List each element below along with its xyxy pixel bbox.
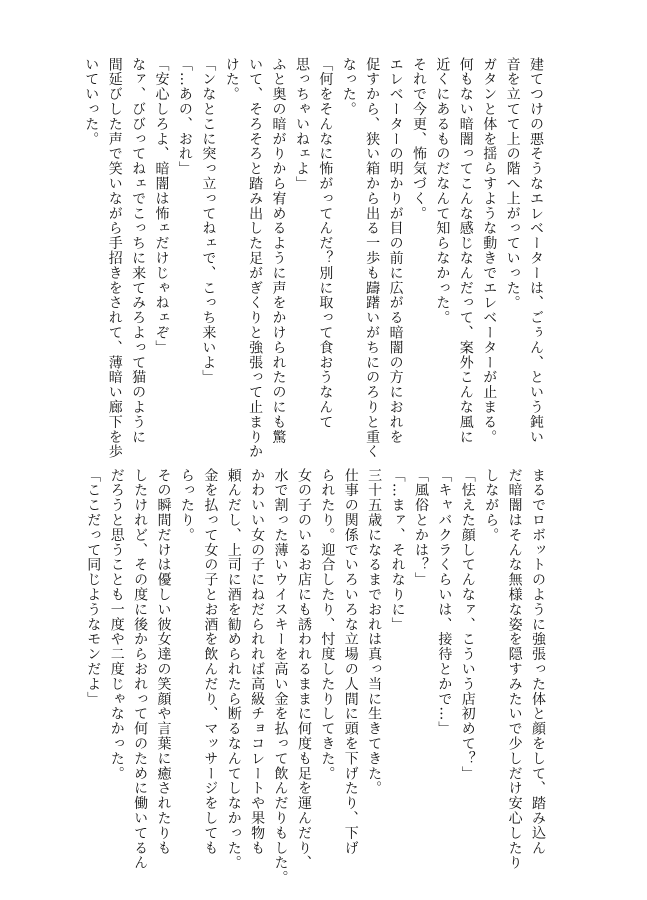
- text-line: 「ンなとこに突っ立ってねェで、こっち来いよ」: [200, 57, 217, 385]
- text-line: 女の子のいるお店にも誘われるままに何度も足を運んだり、: [295, 468, 312, 871]
- text-line: エレベーターの明かりが目の前に広がる暗闇の方におれを: [387, 57, 404, 445]
- text-line: 近くにあるものだなんて知らなかった。: [434, 57, 451, 326]
- text-line: だ暗闇はそんな無様な姿を隠すみたいで少しだけ安心したり: [506, 468, 523, 871]
- text-line: それで今更、怖気づく。: [410, 57, 427, 221]
- text-line: いて、そろそろと踏み出した足がぎくりと強張って止まりか: [247, 57, 264, 460]
- text-line: けた。: [223, 57, 240, 102]
- text-line: なった。: [340, 57, 357, 117]
- text-line: らったり。: [178, 468, 195, 543]
- text-line: いていった。: [83, 57, 100, 147]
- text-line: したけれど、その度に後からおれって何のために働いてるん: [132, 468, 149, 871]
- text-line: ふと奥の暗がりから宥めるように声をかけられたのにも驚: [270, 57, 287, 445]
- text-line: 「ここだって同じようなモンだよ」: [85, 468, 102, 707]
- text-line: 建てつけの悪そうなエレベーターは、ごぅん、という鈍い: [528, 57, 544, 445]
- text-line: その瞬間だけは優しい彼女達の笑顔や言葉に癒されたりも: [155, 468, 172, 856]
- text-block-top: [83, 57, 547, 460]
- text-line: 「何をそんなに怖がってんだ？別に取って食おうなんて: [317, 57, 334, 430]
- text-line: 「安心しろよ、暗闇は怖ェだけじゃねェぞ」: [153, 57, 170, 355]
- text-line: 「キャバクラくらいは、接待とかで…」: [436, 468, 453, 737]
- text-line: 思っちゃいねェよ」: [293, 57, 310, 192]
- text-line: しながら。: [483, 468, 500, 543]
- text-line: なァ、びびってねェでこっちに来てみろよって猫のように: [130, 57, 147, 445]
- text-line: ガタンと体を揺らすような動きでエレベーターが止まる。: [481, 57, 498, 445]
- text-line: 三十五歳になるまでおれは真っ当に生きてきた。: [366, 468, 383, 796]
- text-line: 「…まァ、それなりに」: [389, 468, 406, 632]
- text-line: 間延びした声で笑いながら手招きをされて、薄暗い廊下を歩: [106, 57, 123, 460]
- text-line: 仕事の関係でいろいろな立場の人間に頭を下げたり、下げ: [342, 468, 359, 856]
- text-line: られたり。迎合したり、忖度したりしてきた。: [319, 468, 336, 781]
- text-line: 頼んだし、上司に酒を勧められたら断るなんてしなかった。: [225, 468, 242, 871]
- text-line: かわいい女の子にねだられれば高級チョコレートや果物も: [249, 468, 266, 856]
- text-line: だろうと思うことも一度や二度じゃなかった。: [108, 468, 125, 781]
- text-line: 金を払って女の子とお酒を飲んだり、マッサージをしても: [202, 468, 219, 856]
- text-line: まるでロボットのように強張った体と顔をして、踏み込ん: [530, 468, 546, 856]
- text-line: 「風俗とかは？」: [412, 468, 429, 588]
- text-line: 何もない暗闇ってこんな感じなんだって、案外こんな風に: [457, 57, 474, 445]
- text-line: 「怯えた顔してんなァ、こういう店初めて？」: [459, 468, 476, 781]
- text-line: 促すから、狭い箱から出る一歩も躊躇いがちにのろりと重く: [364, 57, 381, 460]
- text-block-bottom: [85, 468, 549, 886]
- text-line: 音を立てて上の階へ上がっていった。: [504, 57, 521, 311]
- text-line: 水で割った薄いウイスキーを高い金を払って飲んだりもした。: [272, 468, 289, 886]
- text-line: 「…あの、おれ」: [176, 57, 193, 177]
